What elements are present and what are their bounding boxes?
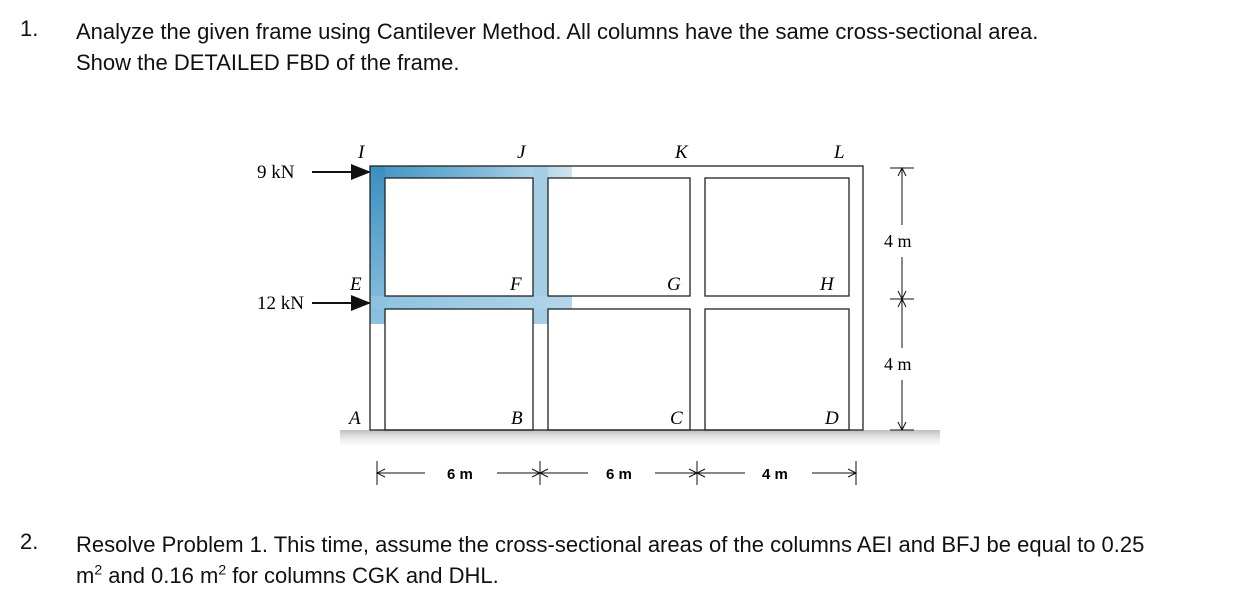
span-label-2: 6 m	[606, 466, 632, 483]
problem-2-line-2-b: and 0.16 m	[102, 563, 219, 588]
joint-label-g: G	[667, 274, 681, 295]
problem-2-line-2-a: m	[76, 563, 95, 588]
problem-1-line-2: Show the DETAILED FBD of the frame.	[76, 50, 460, 75]
joint-label-h: H	[820, 274, 834, 295]
joint-label-k: K	[675, 142, 688, 163]
load-label-middle: 12 kN	[257, 293, 304, 314]
problem-1-number: 1.	[20, 16, 39, 41]
problem-2-line-1: Resolve Problem 1. This time, assume the cross-sectional areas of the columns AEI and BFJ be equal to 0.25	[76, 532, 1145, 557]
joint-label-b: B	[511, 408, 523, 429]
ground	[340, 430, 940, 448]
joint-label-e: E	[350, 274, 362, 295]
span-label-3: 4 m	[762, 466, 788, 483]
highlight-beam-ef	[370, 296, 572, 309]
superscript-2: 2	[218, 561, 227, 578]
problem-2-line-2	[76, 560, 1236, 591]
problem-2-line-2-c: for columns CGK and DHL.	[226, 563, 499, 588]
span-label-1: 6 m	[447, 466, 473, 483]
story-height-label-lower: 4 m	[884, 354, 912, 374]
superscript-1: 2	[94, 561, 103, 578]
joint-label-d: D	[825, 408, 839, 429]
joint-label-f: F	[510, 274, 522, 295]
joint-label-a: A	[349, 408, 361, 429]
problem-2-number: 2.	[20, 529, 39, 554]
joint-label-c: C	[670, 408, 683, 429]
joint-label-l: L	[834, 142, 845, 163]
story-height-label-upper: 4 m	[884, 231, 912, 251]
joint-label-j: J	[517, 142, 526, 163]
problem-1-line-1: Analyze the given frame using Cantilever Method. All columns have the same cross-sectional area.	[76, 19, 1039, 44]
problem-2-text	[76, 529, 1236, 591]
vertical-dimension	[890, 168, 914, 430]
load-label-top: 9 kN	[257, 162, 295, 183]
panel-lower-2	[548, 309, 690, 430]
joint-label-i: I	[358, 142, 365, 163]
